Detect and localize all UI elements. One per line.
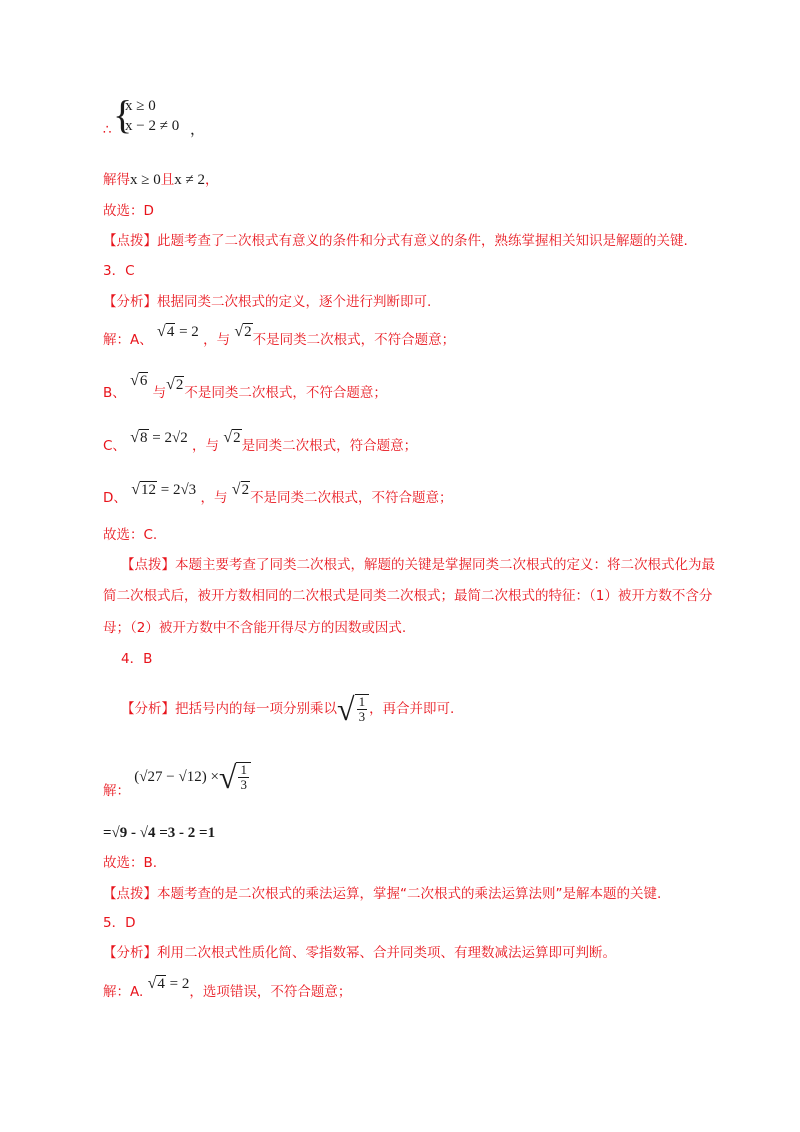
q3-option-d: D、 √12 = 2√3 ，与 √2不是同类二次根式，不符合题意； bbox=[103, 481, 453, 506]
q3-option-c: C、 √8 = 2√2 ，与 √2是同类二次根式，符合题意； bbox=[103, 429, 418, 454]
system-comma: ， bbox=[190, 122, 206, 138]
q3-tip-line-1: 【点拨】本题主要考查了同类二次根式，解题的关键是掌握同类二次根式的定义：将二次根式化为最 bbox=[121, 557, 715, 573]
brace-symbol: { bbox=[113, 92, 133, 137]
q4-analysis: 【分析】把括号内的每一项分别乘以 √ $\frac{1}{3}$ ，再合并即可. bbox=[121, 691, 455, 727]
q3-tip-line-2: 简二次根式后，被开方数相同的二次根式是同类二次根式；最简二次根式的特征：（1）被开方数不含分 bbox=[103, 588, 713, 604]
q5-heading: 5．D bbox=[103, 915, 136, 931]
q3-heading: 3．C bbox=[103, 263, 135, 279]
q4-calculation: =√9 - √4 =3 - 2 =1 bbox=[103, 825, 216, 841]
system-line-1: x ≥ 0 bbox=[125, 98, 156, 114]
q5-analysis: 【分析】利用二次根式性质化简、零指数幂、合并同类项、有理数减法运算即可判断。 bbox=[103, 945, 616, 961]
q3-tip-line-3: 母；（2）被开方数中不含能开得尽方的因数或因式. bbox=[103, 620, 407, 636]
therefore-symbol: ∴ bbox=[103, 122, 112, 138]
q4-solution: 解： (√27 − √12) × √ $\frac{1}{3}$ bbox=[103, 762, 251, 792]
q3-analysis: 【分析】根据同类二次根式的定义，逐个进行判断即可. bbox=[103, 294, 432, 310]
q4-tip: 【点拨】本题考查的是二次根式的乘法运算，掌握“二次根式的乘法运算法则”是解本题的关键. bbox=[103, 886, 662, 902]
q4-heading: 4．B bbox=[121, 651, 153, 667]
q4-answer: 故选：B. bbox=[103, 855, 158, 871]
q2-tip: 【点拨】此题考查了二次根式有意义的条件和分式有意义的条件，熟练掌握相关知识是解题的关键. bbox=[103, 233, 688, 249]
solve-line: 解得x ≥ 0且x ≠ 2， bbox=[103, 172, 219, 188]
q3-option-b: B、 √6 与√2不是同类二次根式，不符合题意； bbox=[103, 372, 387, 401]
system-line-2: x − 2 ≠ 0 bbox=[125, 118, 180, 134]
q2-answer: 故选：D bbox=[103, 203, 154, 219]
q3-option-a: 解：A、 √4 = 2 ，与 √2不是同类二次根式，不符合题意； bbox=[103, 323, 456, 348]
q5-option-a: 解：A. √4 = 2，选项错误，不符合题意； bbox=[103, 975, 352, 1000]
q3-answer: 故选：C. bbox=[103, 527, 158, 543]
